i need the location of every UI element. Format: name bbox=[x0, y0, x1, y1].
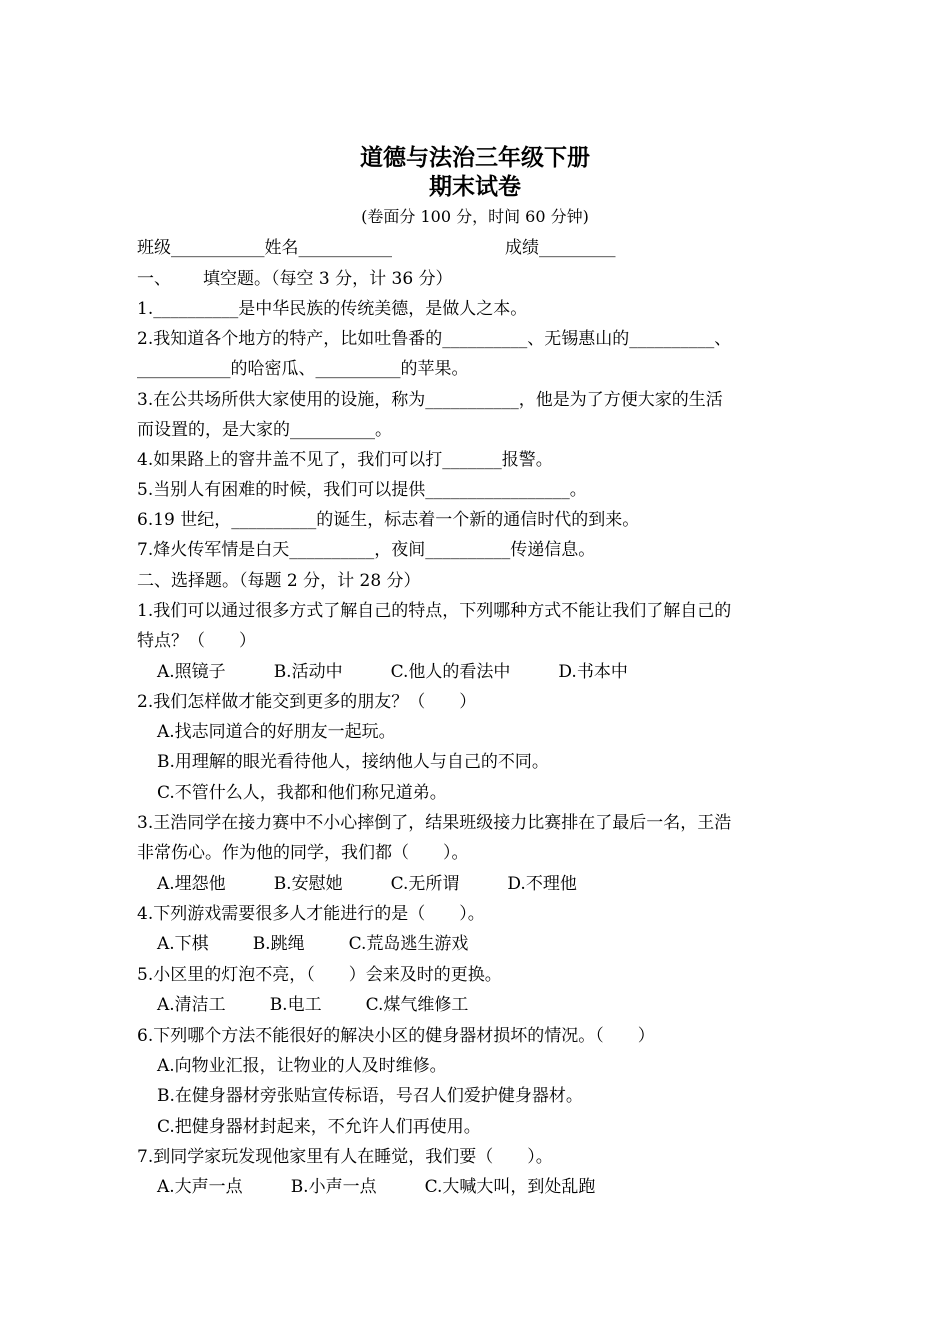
question-line: 1.我们可以通过很多方式了解自己的特点，下列哪种方式不能让我们了解自己的 bbox=[137, 601, 732, 621]
fill-line: 7.烽火传军情是白天__________，夜间__________传递信息。 bbox=[137, 540, 596, 560]
option: B.电工 bbox=[269, 995, 322, 1015]
fill-line: 1.__________是中华民族的传统美德，是做人之本。 bbox=[137, 299, 528, 319]
option: A.下棋 bbox=[157, 934, 209, 954]
fill-line: 6.19 世纪，__________的诞生，标志着一个新的通信时代的到来。 bbox=[137, 510, 640, 530]
option: C.把健身器材封起来，不允许人们再使用。 bbox=[157, 1117, 481, 1137]
section2-heading: 二、选择题。（每题 2 分，计 28 分） bbox=[137, 571, 421, 591]
option: C.不管什么人，我都和他们称兄道弟。 bbox=[157, 783, 447, 803]
fill-line: 5.当别人有困难的时候，我们可以提供_________________。 bbox=[137, 480, 587, 500]
question-line: 3.王浩同学在接力赛中不小心摔倒了，结果班级接力比赛排在了最后一名，王浩 bbox=[137, 813, 732, 833]
question-line: 非常伤心。作为他的同学，我们都（ ）。 bbox=[137, 843, 469, 863]
option: A.埋怨他 bbox=[157, 874, 226, 894]
option: C.大喊大叫，到处乱跑 bbox=[424, 1177, 596, 1197]
section1-heading-text: 填空题。（每空 3 分，计 36 分） bbox=[203, 269, 453, 289]
option: B.小声一点 bbox=[290, 1177, 377, 1197]
question-line: 特点？（ ） bbox=[137, 631, 256, 651]
question-line: 2.我们怎样做才能交到更多的朋友？（ ） bbox=[137, 692, 477, 712]
option: B.在健身器材旁张贴宣传标语，号召人们爱护健身器材。 bbox=[157, 1086, 583, 1106]
options-row bbox=[157, 994, 847, 1016]
option: C.他人的看法中 bbox=[390, 662, 511, 682]
options-row bbox=[157, 1176, 847, 1198]
option: A.找志同道合的好朋友一起玩。 bbox=[157, 722, 396, 742]
option: C.煤气维修工 bbox=[365, 995, 469, 1015]
options-row bbox=[157, 661, 847, 683]
fill-line: 2.我知道各个地方的特产，比如吐鲁番的__________、无锡惠山的__________、 bbox=[137, 329, 732, 349]
option: D.不理他 bbox=[507, 874, 577, 894]
section1-heading bbox=[137, 268, 827, 290]
option: A.清洁工 bbox=[157, 995, 226, 1015]
option: C.荒岛逃生游戏 bbox=[348, 934, 469, 954]
fill-line: 3.在公共场所供大家使用的设施，称为___________，他是为了方便大家的生活 bbox=[137, 390, 723, 410]
section1-heading-num: 一、 bbox=[137, 269, 171, 289]
name-field: 姓名___________ bbox=[264, 238, 392, 258]
page-title: 道德与法治三年级下册 bbox=[360, 144, 590, 171]
option: B.活动中 bbox=[273, 662, 343, 682]
option: A.向物业汇报，让物业的人及时维修。 bbox=[157, 1056, 447, 1076]
score-field: 成绩_________ bbox=[505, 238, 616, 258]
options-row bbox=[157, 933, 847, 955]
option: B.跳绳 bbox=[252, 934, 305, 954]
option: B.安慰她 bbox=[273, 874, 343, 894]
fill-line: 而设置的，是大家的__________。 bbox=[137, 420, 392, 440]
option: B.用理解的眼光看待他人，接纳他人与自己的不同。 bbox=[157, 752, 549, 772]
class-field: 班级___________ bbox=[137, 238, 265, 258]
question-line: 5.小区里的灯泡不亮，（ ）会来及时的更换。 bbox=[137, 965, 502, 985]
options-row bbox=[157, 873, 847, 895]
option: A.大声一点 bbox=[157, 1177, 243, 1197]
exam-note: (卷面分 100 分，时间 60 分钟) bbox=[361, 207, 589, 226]
page-subtitle: 期末试卷 bbox=[429, 173, 521, 200]
option: A.照镜子 bbox=[157, 662, 226, 682]
question-line: 7.到同学家玩发现他家里有人在睡觉，我们要（ ）。 bbox=[137, 1147, 553, 1167]
fill-line: ___________的哈密瓜、__________的苹果。 bbox=[137, 359, 469, 379]
option: C.无所谓 bbox=[390, 874, 460, 894]
option: D.书本中 bbox=[558, 662, 628, 682]
question-line: 6.下列哪个方法不能很好的解决小区的健身器材损坏的情况。（ ） bbox=[137, 1026, 655, 1046]
info-row bbox=[137, 237, 827, 259]
question-line: 4.下列游戏需要很多人才能进行的是（ ）。 bbox=[137, 904, 485, 924]
fill-line: 4.如果路上的窨井盖不见了，我们可以打_______报警。 bbox=[137, 450, 553, 470]
